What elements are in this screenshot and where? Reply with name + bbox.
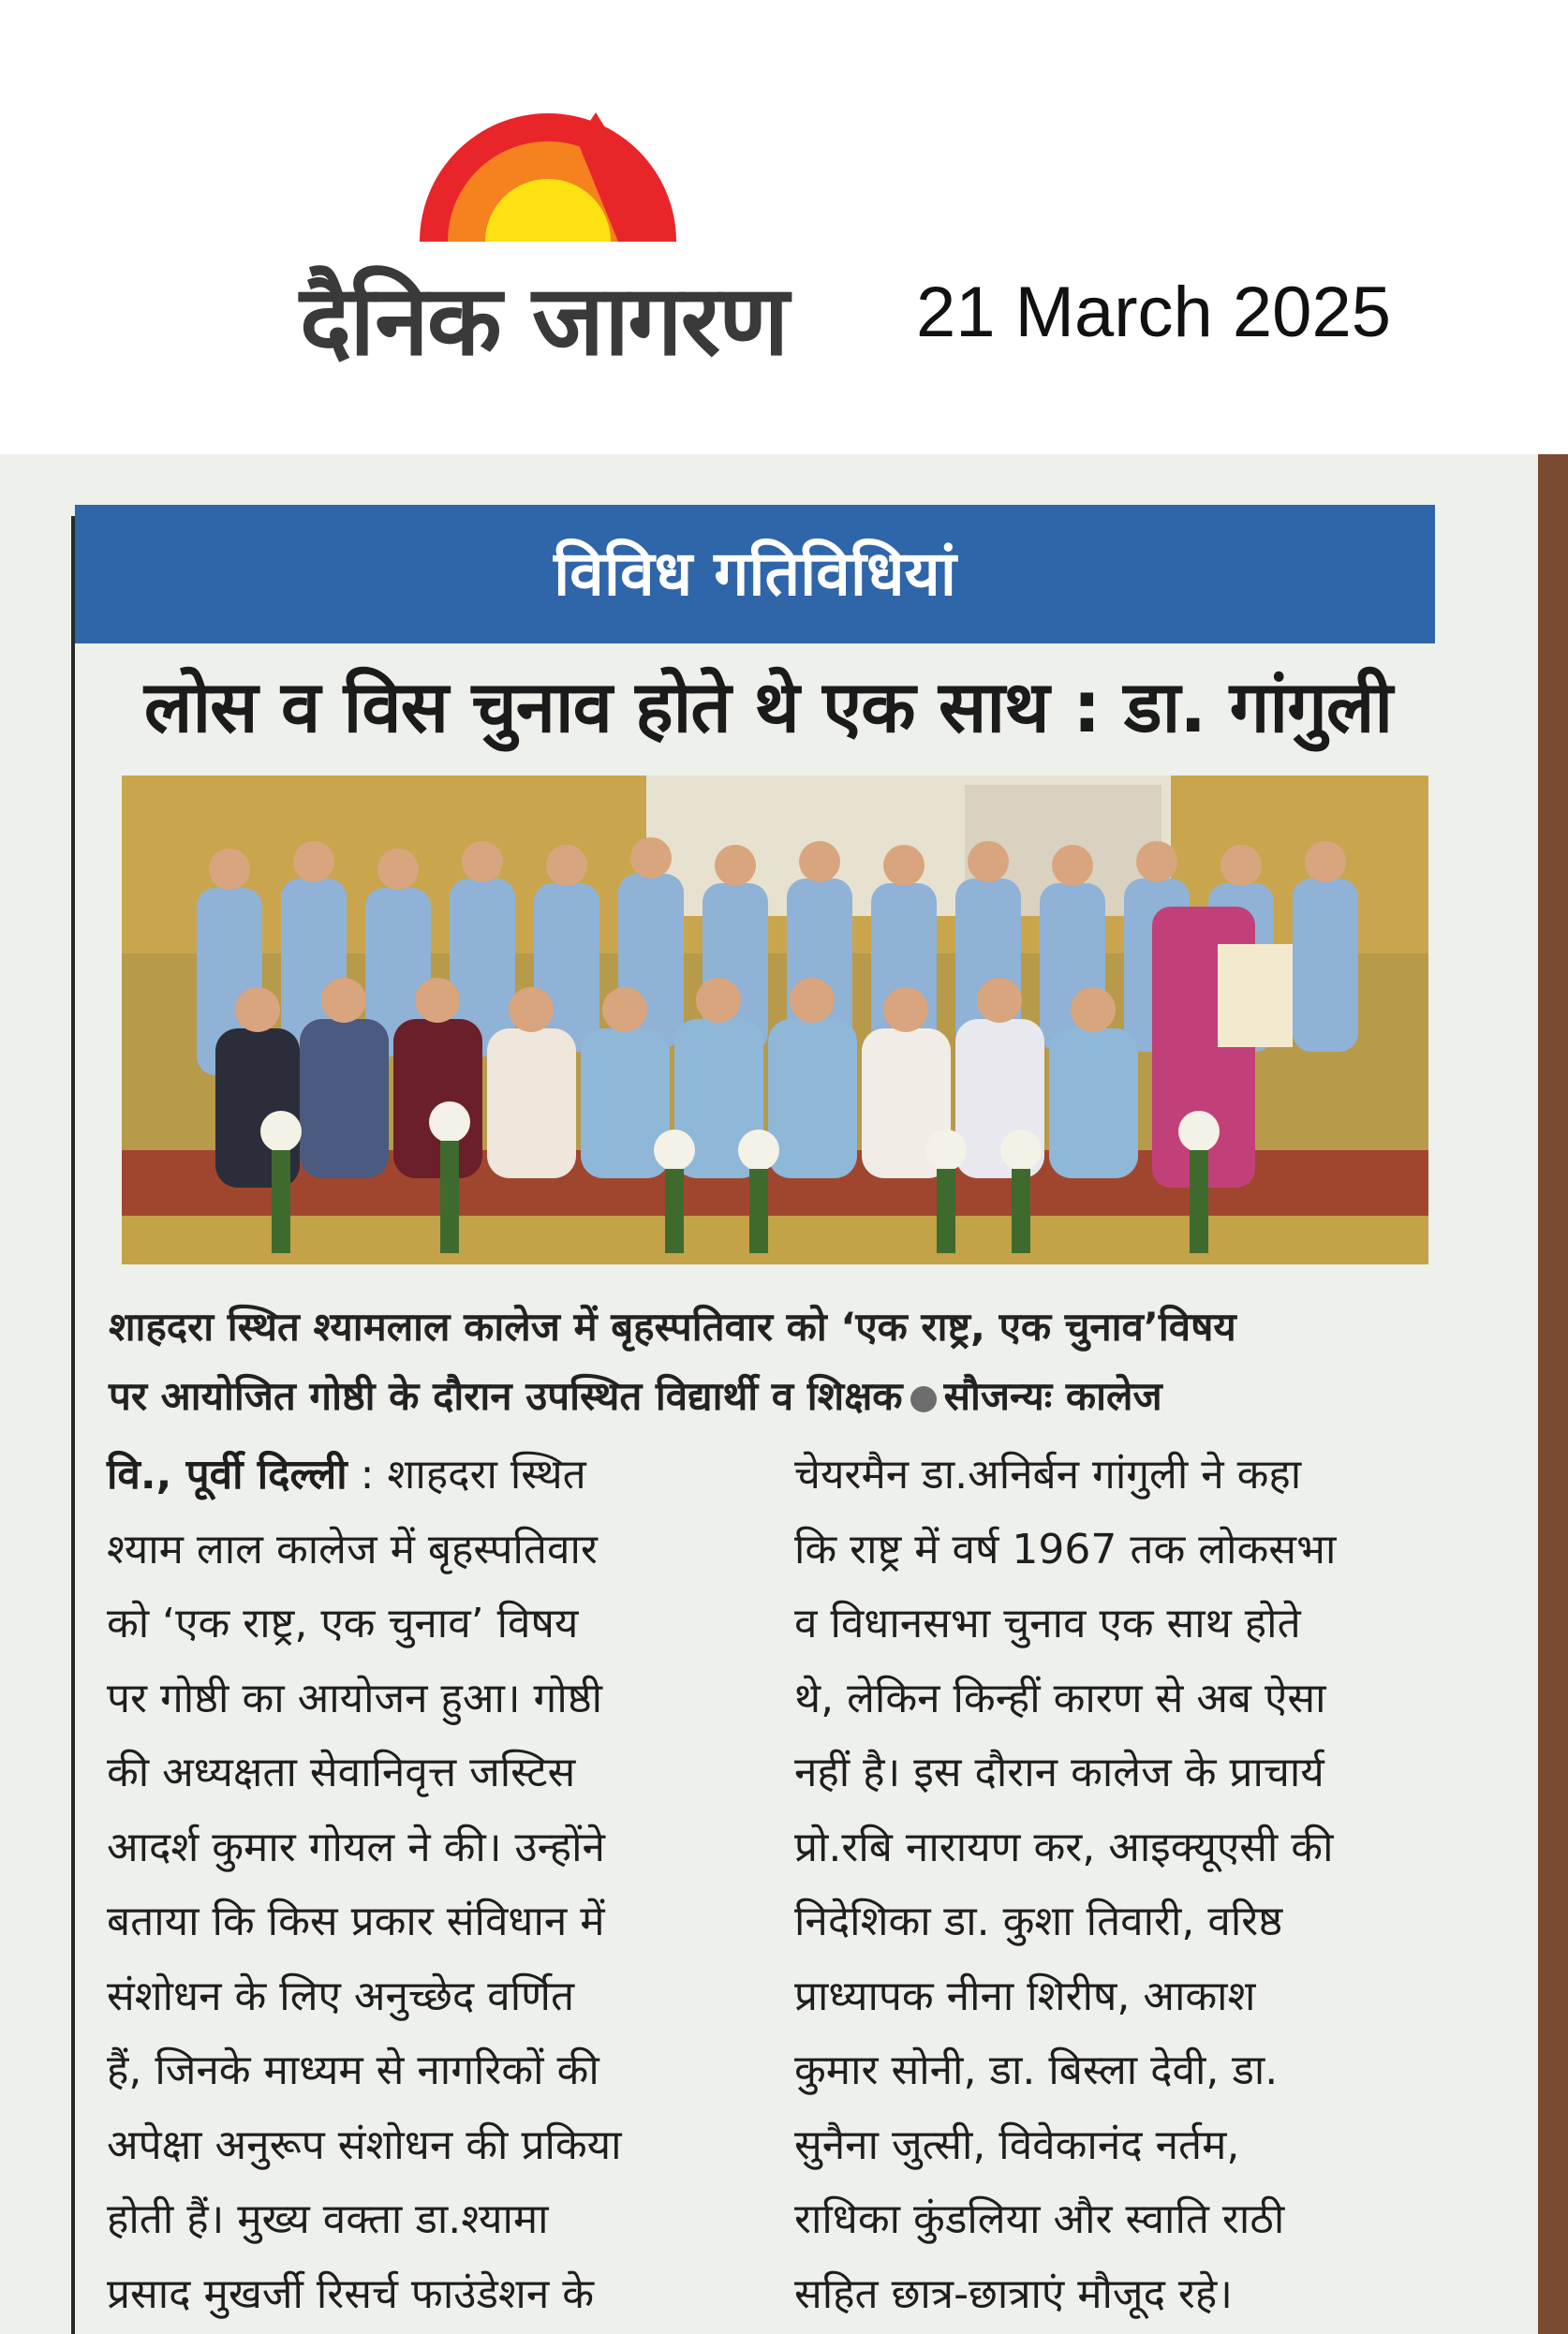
article-line: आदर्श कुमार गोयल ने की। उन्होंने — [107, 1823, 605, 1871]
article-column-right — [794, 1438, 1431, 2331]
article-line: हैं, जिनके माध्यम से नागरिकों की — [107, 2046, 599, 2094]
article-line: होती हैं। मुख्य वक्ता डा.श्यामा — [107, 2195, 549, 2243]
dateline: वि., पूर्वी दिल्ली — [107, 1451, 348, 1499]
article-text: : शाहदरा स्थित — [360, 1451, 586, 1499]
caption-line: शाहदरा स्थित श्यामलाल कालेज में बृहस्पतिवार को ‘एक राष्ट्र, एक चुनाव’विषय — [109, 1304, 1236, 1350]
photo-caption — [109, 1293, 1448, 1431]
article-line: बताया कि किस प्रकार संविधान में — [107, 1898, 605, 1945]
article-line: कुमार सोनी, डा. बिस्ला देवी, डा. — [794, 2046, 1279, 2094]
section-banner: विविध गतिविधियां — [75, 505, 1435, 643]
article-line — [107, 1438, 734, 1513]
article-line: कि राष्ट्र में वर्ष 1967 तक लोकसभा — [794, 1525, 1337, 1573]
article-line: प्रसाद मुखर्जी रिसर्च फाउंडेशन के — [107, 2269, 595, 2318]
bullet-icon — [910, 1386, 937, 1412]
article-line: पर गोष्ठी का आयोजन हुआ। गोष्ठी — [107, 1674, 603, 1722]
article-line: अपेक्षा अनुरूप संशोधन की प्रकिया — [107, 2120, 622, 2169]
article-line: संशोधन के लिए अनुच्छेद वर्णित — [107, 1972, 575, 2020]
caption-text: पर आयोजित गोष्ठी के दौरान उपस्थित विद्यार्थी व शिक्षक — [109, 1373, 903, 1419]
newspaper-clipping — [0, 454, 1568, 2334]
article-line: निदेशिका डा. कुशा तिवारी, वरिष्ठ — [794, 1898, 1283, 1945]
table-edge — [1538, 454, 1568, 2334]
article-line: श्याम लाल कालेज में बृहस्पतिवार — [107, 1525, 598, 1573]
article-line: नहीं है। इस दौरान कालेज के प्राचार्य — [794, 1749, 1324, 1796]
article-line: की अध्यक्षता सेवानिवृत्त जस्टिस — [107, 1749, 576, 1796]
article-column-left — [107, 1438, 734, 2331]
newspaper-masthead — [0, 0, 1568, 454]
article-line: सुनैना जुत्सी, विवेकानंद नर्तम, — [794, 2120, 1240, 2169]
rising-sun-logo-icon — [412, 103, 684, 244]
publication-date: 21 March 2025 — [916, 273, 1391, 352]
newspaper-logo-text: दैनिक जागरण — [300, 263, 788, 377]
caption-line — [109, 1362, 1448, 1431]
article-line: प्रो.रबि नारायण कर, आइक्यूएसी की — [794, 1823, 1334, 1871]
article-line: राधिका कुंडलिया और स्वाति राठी — [794, 2195, 1285, 2243]
article-headline: लोस व विस चुनाव होते थे एक साथ : डा. गांगुली — [143, 665, 1393, 748]
article-line: व विधानसभा चुनाव एक साथ होते — [794, 1600, 1301, 1647]
article-line: सहित छात्र-छात्राएं मौजूद रहे। — [794, 2269, 1233, 2318]
article-line: को ‘एक राष्ट्र, एक चुनाव’ विषय — [107, 1600, 579, 1647]
photo-credit: सौजन्यः कालेज — [943, 1373, 1162, 1419]
article-line: थे, लेकिन किन्हीं कारण से अब ऐसा — [794, 1674, 1326, 1722]
article-line: चेयरमैन डा.अनिर्बन गांगुली ने कहा — [794, 1451, 1302, 1499]
column-rule — [71, 516, 75, 2334]
group-photo — [122, 776, 1428, 1264]
article-line: प्राध्यापक नीना शिरीष, आकाश — [794, 1972, 1256, 2020]
